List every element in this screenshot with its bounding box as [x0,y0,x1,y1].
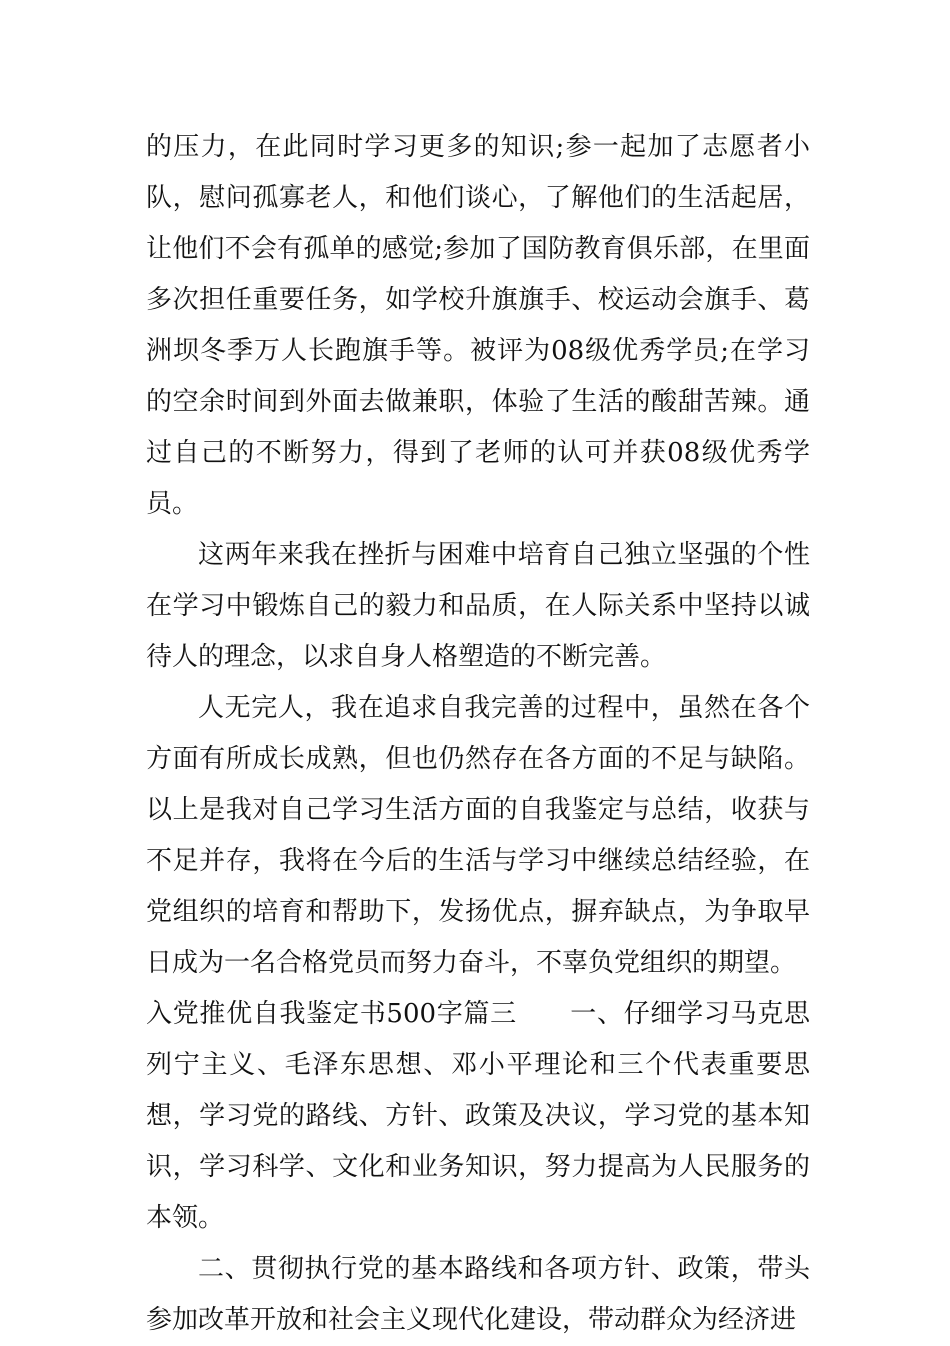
body-text [146,122,810,1346]
paragraph-1: 的压力，在此同时学习更多的知识;参一起加了志愿者小队，慰问孤寡老人，和他们谈心，了解他们的生活起居，让他们不会有孤单的感觉;参加了国防教育俱乐部，在里面多次担任重要任务，如学校升旗旗手、校运动会旗手、葛洲坝冬季万人长跑旗手等。被评为08级优秀学员;在学习的空余时间到外面去做兼职，体验了生活的酸甜苦辣。通过自己的不断努力，得到了老师的认可并获08级优秀学员。 [146,132,810,519]
paragraph-4: 入党推优自我鉴定书500字篇三 一、仔细学习马克思列宁主义、毛泽东思想、邓小平理论和三个代表重要思想，学习党的路线、方针、政策及决议，学习党的基本知识，学习科学、文化和业务知识，努力提高为人民服务的本领。 [146,999,810,1233]
paragraph-2: 这两年来我在挫折与困难中培育自己独立坚强的个性在学习中锻炼自己的毅力和品质，在人际关系中坚持以诚待人的理念，以求自身人格塑造的不断完善。 [146,540,810,672]
paragraph-5: 二、贯彻执行党的基本路线和各项方针、政策，带头参加改革开放和社会主义现代化建设，带动群众为经济进 [146,1254,810,1335]
paragraph-3: 人无完人，我在追求自我完善的过程中，虽然在各个方面有所成长成熟，但也仍然存在各方面的不足与缺陷。以上是我对自己学习生活方面的自我鉴定与总结，收获与不足并存，我将在今后的生活与学习中继续总结经验，在党组织的培育和帮助下，发扬优点，摒弃缺点，为争取早日成为一名合格党员而努力奋斗，不辜负党组织的期望。 [146,693,810,978]
